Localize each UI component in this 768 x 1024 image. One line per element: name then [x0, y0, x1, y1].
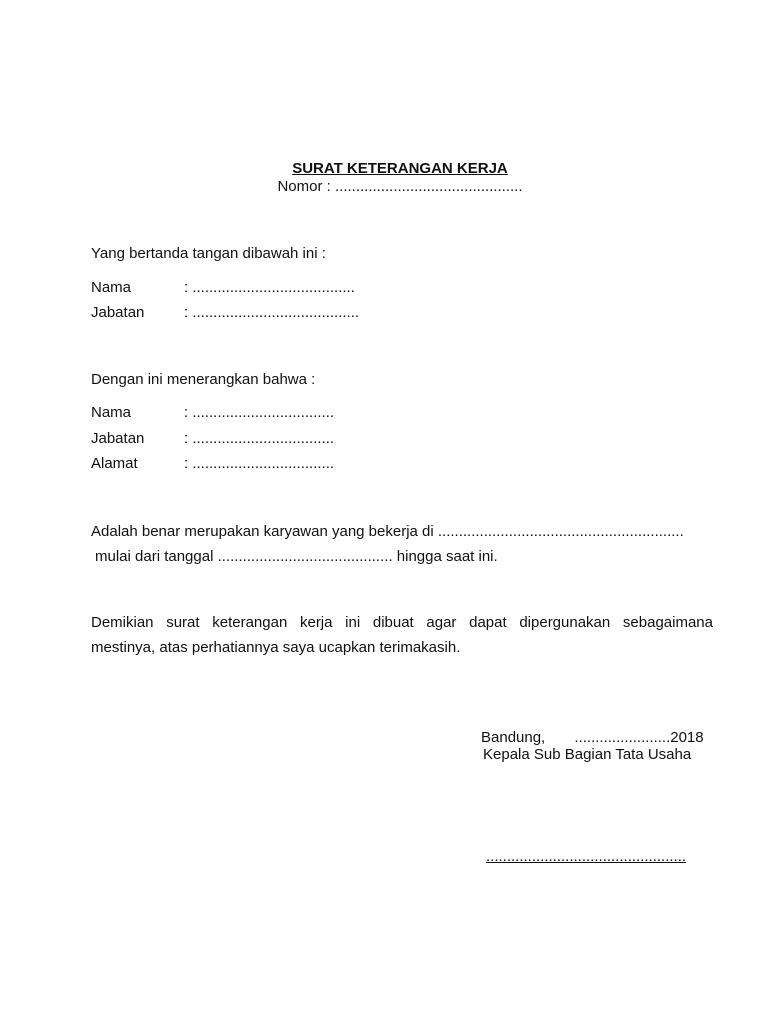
closing-paragraph	[91, 610, 713, 660]
employee-position-field: : ..................................	[184, 430, 335, 447]
signer-name-label: Nama	[91, 279, 132, 296]
employment-statement-line1: Adalah benar merupakan karyawan yang bekerja di ...........................................................	[91, 523, 684, 540]
employee-address-label: Alamat	[91, 455, 138, 472]
closing-line-1: Demikian surat keterangan kerja ini dibuat agar dapat dipergunakan sebagaimana	[91, 614, 713, 631]
place-date: Bandung, .......................2018	[481, 729, 704, 746]
signer-position-title: Kepala Sub Bagian Tata Usaha	[483, 746, 692, 763]
closing-line-2: mestinya, atas perhatiannya saya ucapkan terimakasih.	[91, 639, 461, 656]
employee-position-label: Jabatan	[91, 430, 145, 447]
signer-position-field: : ........................................	[184, 304, 360, 321]
intro-text: Yang bertanda tangan dibawah ini :	[91, 245, 326, 262]
employee-name-label: Nama	[91, 404, 132, 421]
employment-statement-line2: mulai dari tanggal .......................................... hingga saat ini.	[95, 548, 498, 565]
document-title: SURAT KETERANGAN KERJA	[292, 160, 508, 177]
document-number: Nomor : .............................................	[277, 178, 523, 195]
employee-name-field: : ..................................	[184, 404, 335, 421]
employee-address-field: : ..................................	[184, 455, 335, 472]
statement-text: Dengan ini menerangkan bahwa :	[91, 371, 316, 388]
signer-name-field: : .......................................	[184, 279, 355, 296]
signer-position-label: Jabatan	[91, 304, 145, 321]
signature-line: ................................................	[486, 848, 687, 865]
